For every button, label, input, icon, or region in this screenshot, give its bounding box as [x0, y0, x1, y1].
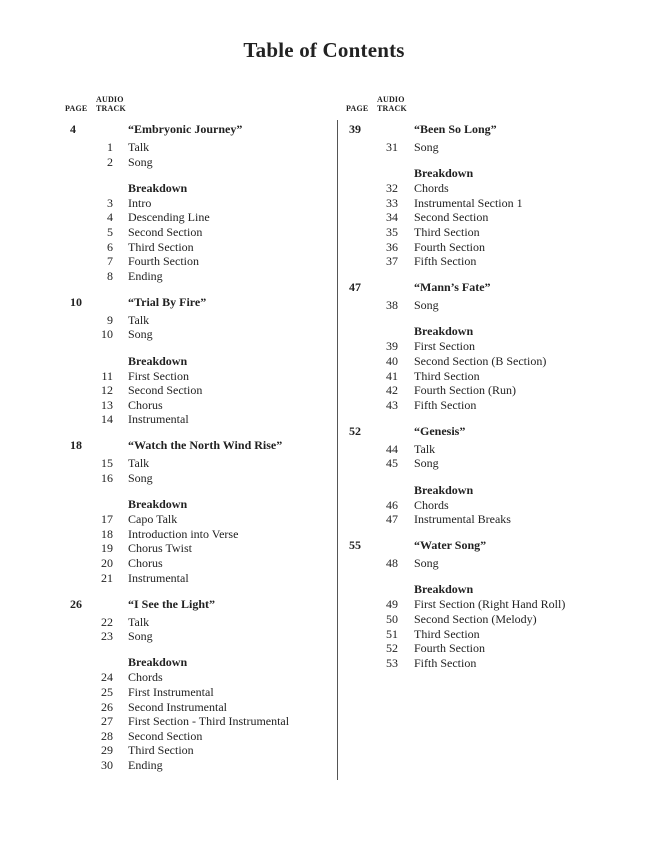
track-number: 6: [107, 239, 113, 254]
track-number: 7: [107, 254, 113, 269]
track-number: 46: [386, 497, 398, 512]
track-name[interactable]: Second Instrumental: [128, 699, 227, 714]
track-number: 36: [386, 239, 398, 254]
track-name[interactable]: Third Section: [414, 626, 480, 641]
breakdown-heading: Breakdown: [128, 180, 188, 195]
track-name[interactable]: Fourth Section: [128, 254, 199, 269]
track-number: 13: [101, 397, 113, 412]
breakdown-heading: Breakdown: [414, 324, 474, 339]
track-number: 25: [101, 684, 113, 699]
track-number: 16: [101, 471, 113, 485]
track-number: 49: [386, 597, 398, 612]
track-name[interactable]: Chords: [414, 497, 449, 512]
track-name[interactable]: First Section: [414, 339, 476, 354]
track-number: 1: [107, 140, 113, 154]
breakdown-heading: Breakdown: [128, 497, 188, 512]
track-name[interactable]: Intro: [128, 195, 152, 210]
track-number: 21: [101, 570, 113, 585]
breakdown-heading: Breakdown: [128, 655, 188, 670]
track-number: 14: [101, 412, 113, 427]
page-number: 10: [70, 294, 82, 309]
track-number: 44: [386, 441, 398, 456]
breakdown-heading: Breakdown: [414, 582, 474, 597]
audio-column-header: AUDIO: [96, 95, 124, 104]
track-name[interactable]: Instrumental Breaks: [414, 512, 511, 527]
track-name[interactable]: Talk: [128, 456, 150, 471]
track-name[interactable]: Song: [414, 456, 439, 471]
track-name[interactable]: Song: [414, 140, 439, 154]
track-name[interactable]: Talk: [128, 614, 150, 629]
track-number: 9: [107, 312, 113, 327]
track-number: 17: [101, 512, 113, 527]
track-number: 52: [386, 641, 398, 656]
track-number: 23: [101, 629, 113, 644]
page-number: 55: [349, 538, 361, 553]
track-number: 32: [386, 181, 398, 196]
track-number: 28: [101, 728, 113, 743]
track-number: 10: [101, 327, 113, 342]
track-name[interactable]: Third Section: [414, 224, 480, 239]
track-name[interactable]: Introduction into Verse: [128, 526, 239, 541]
page-column-header: PAGE: [65, 104, 88, 113]
track-name[interactable]: Song: [128, 471, 153, 485]
page-number: 4: [70, 122, 76, 136]
track-name[interactable]: First Section - Third Instrumental: [128, 714, 290, 729]
track-name[interactable]: Fifth Section: [414, 254, 477, 269]
track-number: 29: [101, 743, 113, 758]
track-name[interactable]: Instrumental: [128, 570, 189, 585]
track-number: 18: [101, 526, 113, 541]
track-number: 26: [101, 699, 113, 714]
track-name[interactable]: Song: [128, 154, 153, 169]
track-name[interactable]: Talk: [128, 312, 150, 327]
track-number: 35: [386, 224, 398, 239]
breakdown-heading: Breakdown: [414, 482, 474, 497]
audio-column-header: AUDIO: [377, 95, 405, 104]
track-name[interactable]: Second Section (Melody): [414, 611, 537, 626]
track-name[interactable]: Chords: [414, 181, 449, 196]
song-title[interactable]: “Trial By Fire”: [128, 294, 207, 309]
breakdown-heading: Breakdown: [128, 353, 188, 368]
song-title[interactable]: “Genesis”: [414, 423, 466, 438]
track-number: 47: [386, 512, 398, 527]
track-name[interactable]: Talk: [128, 140, 150, 154]
track-name[interactable]: Ending: [128, 757, 163, 772]
track-number: 4: [107, 210, 113, 225]
track-name[interactable]: Chorus: [128, 555, 163, 570]
page-number: 39: [349, 122, 361, 136]
track-number: 12: [101, 383, 113, 398]
track-name[interactable]: Fifth Section: [414, 655, 477, 670]
track-number: 15: [101, 456, 113, 471]
song-title[interactable]: “I See the Light”: [128, 596, 215, 611]
track-name[interactable]: Third Section: [414, 368, 480, 383]
page-number: 26: [70, 596, 82, 611]
page-number: 47: [349, 280, 361, 295]
track-name[interactable]: Second Section (B Section): [414, 353, 547, 368]
page-column-header: PAGE: [346, 104, 369, 113]
track-name[interactable]: Fourth Section: [414, 641, 485, 656]
track-number: 34: [386, 210, 398, 225]
track-number: 51: [386, 626, 398, 641]
track-number: 50: [386, 611, 398, 626]
track-number: 3: [107, 195, 113, 210]
track-number: 24: [101, 670, 113, 685]
track-name[interactable]: Song: [414, 556, 439, 571]
track-number: 8: [107, 268, 113, 283]
track-number: 40: [386, 353, 398, 368]
track-name[interactable]: Song: [128, 327, 153, 342]
track-number: 38: [386, 298, 398, 313]
track-name[interactable]: Instrumental: [128, 412, 189, 427]
track-name[interactable]: Fifth Section: [414, 397, 477, 412]
track-number: 11: [101, 368, 113, 383]
track-name[interactable]: Song: [128, 629, 153, 644]
track-name[interactable]: Chorus: [128, 397, 163, 412]
page-title: Table of Contents: [243, 38, 405, 62]
track-name[interactable]: Second Section: [128, 383, 203, 398]
column-divider: [337, 120, 338, 780]
song-title[interactable]: “Watch the North Wind Rise”: [128, 438, 283, 453]
track-name[interactable]: Ending: [128, 268, 163, 283]
track-column-header: TRACK: [377, 104, 407, 113]
track-number: 30: [101, 757, 113, 772]
track-number: 27: [101, 714, 113, 729]
track-name[interactable]: Second Section: [414, 210, 489, 225]
track-name[interactable]: First Instrumental: [128, 684, 214, 699]
track-number: 45: [386, 456, 398, 471]
track-name[interactable]: First Section: [128, 368, 190, 383]
song-title[interactable]: “Mann’s Fate”: [414, 280, 491, 295]
track-number: 31: [386, 140, 398, 154]
breakdown-heading: Breakdown: [414, 166, 474, 181]
track-number: 5: [107, 224, 113, 239]
song-title[interactable]: “Been So Long”: [414, 122, 497, 136]
song-title[interactable]: “Water Song”: [414, 538, 487, 553]
track-number: 42: [386, 383, 398, 398]
track-number: 22: [101, 614, 113, 629]
track-name[interactable]: Song: [414, 298, 439, 313]
track-name[interactable]: Capo Talk: [128, 512, 178, 527]
track-name[interactable]: Chords: [128, 670, 163, 685]
track-name[interactable]: Third Section: [128, 239, 194, 254]
track-number: 43: [386, 397, 398, 412]
track-name[interactable]: Third Section: [128, 743, 194, 758]
track-name[interactable]: First Section (Right Hand Roll): [414, 597, 566, 612]
track-name[interactable]: Talk: [414, 441, 436, 456]
track-number: 37: [386, 254, 398, 269]
page-number: 18: [70, 438, 82, 453]
track-number: 53: [386, 655, 398, 670]
track-name[interactable]: Second Section: [128, 728, 203, 743]
track-name[interactable]: Fourth Section: [414, 239, 485, 254]
track-number: 19: [101, 541, 113, 556]
track-number: 39: [386, 339, 398, 354]
track-name[interactable]: Fourth Section (Run): [414, 383, 516, 398]
track-name[interactable]: Instrumental Section 1: [414, 195, 523, 210]
track-number: 2: [107, 154, 113, 169]
page-number: 52: [349, 423, 361, 438]
track-number: 41: [386, 368, 398, 383]
track-number: 20: [101, 555, 113, 570]
track-number: 48: [386, 556, 398, 571]
track-name[interactable]: Descending Line: [128, 210, 210, 225]
track-name[interactable]: Second Section: [128, 224, 203, 239]
track-number: 33: [386, 195, 398, 210]
song-title[interactable]: “Embryonic Journey”: [128, 122, 243, 136]
track-name[interactable]: Chorus Twist: [128, 541, 192, 556]
track-column-header: TRACK: [96, 104, 126, 113]
